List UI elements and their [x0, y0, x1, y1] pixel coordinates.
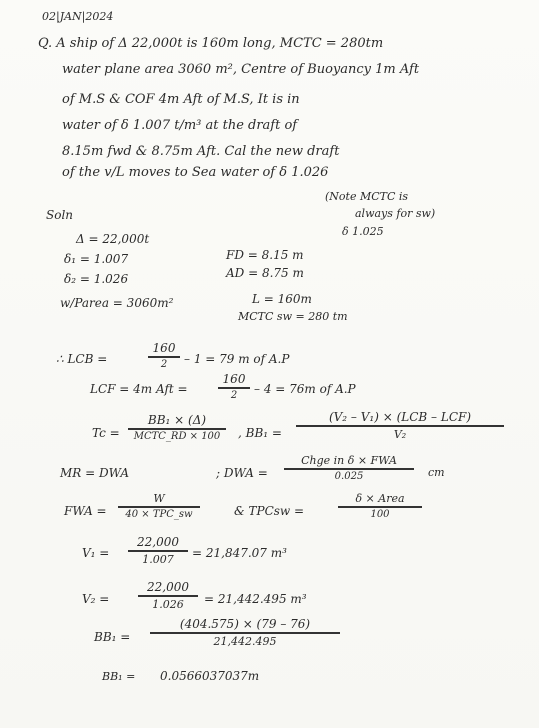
tc-fraction [128, 413, 226, 442]
v1-fraction [128, 535, 188, 566]
bb1-calc-numerator: (404.575) × (79 – 76) [179, 617, 311, 631]
bb1-formula-label: , BB₁ = [238, 426, 282, 440]
bb1-calc-denominator: 21,442.495 [213, 634, 277, 648]
note-density: δ 1.025 [342, 225, 384, 238]
v2-fraction [138, 580, 198, 611]
fraction-bar [296, 425, 504, 427]
tpc-fraction [338, 492, 422, 520]
fraction-bar [148, 356, 180, 358]
fwa-numerator: W [153, 492, 165, 505]
fwa-denominator: 40 × TPC_sw [125, 508, 193, 520]
bb1-calc-label: BB₁ = [94, 630, 131, 644]
question-line-4: water of δ 1.007 t/m³ at the draft of [62, 118, 298, 133]
tpc-denominator: 100 [370, 508, 390, 520]
fraction-bar [150, 632, 340, 634]
bb1-formula-denominator: V₂ [393, 427, 407, 441]
lcf-numerator: 160 [222, 372, 246, 386]
dwa-label: ; DWA = [216, 466, 268, 480]
fraction-bar [284, 468, 414, 470]
mr-equals-dwa: MR = DWA [60, 466, 130, 480]
lcb-fraction [148, 341, 180, 370]
dwa-denominator: 0.025 [334, 470, 364, 482]
lcb-result: – 1 = 79 m of A.P [184, 352, 290, 366]
fraction-bar [118, 506, 200, 508]
given-aft-draft: AD = 8.75 m [226, 266, 304, 280]
solution-heading: Soln [46, 208, 74, 222]
tpc-label: & TPCsw = [234, 504, 305, 518]
note-line-2: always for sw) [355, 207, 436, 220]
given-forward-draft: FD = 8.15 m [226, 248, 304, 262]
fwa-fraction [118, 492, 200, 520]
given-density-2: δ₂ = 1.026 [64, 272, 129, 286]
bb1-calc-fraction [150, 617, 340, 648]
lcf-denominator: 2 [230, 389, 238, 401]
fraction-bar [338, 506, 422, 508]
bb1-result-value: 0.0566037037m [160, 669, 260, 683]
tc-numerator: BB₁ × (Δ) [147, 413, 207, 427]
given-density-1: δ₁ = 1.007 [64, 252, 129, 266]
fraction-bar [138, 595, 198, 597]
tc-label: Tc = [92, 426, 120, 440]
lcb-numerator: 160 [152, 341, 176, 355]
dwa-fraction [284, 454, 414, 482]
lcb-denominator: 2 [160, 358, 168, 370]
fraction-bar [128, 550, 188, 552]
v2-denominator: 1.026 [152, 597, 184, 611]
question-line-5: 8.15m fwd & 8.75m Aft. Cal the new draft [62, 144, 340, 159]
lcf-result: – 4 = 76m of A.P [254, 382, 356, 396]
question-line-1: Q. A ship of Δ 22,000t is 160m long, MCTC = 280tm [38, 36, 384, 51]
given-waterplane-area: w/Parea = 3060m² [60, 296, 174, 310]
v2-label: V₂ = [82, 592, 110, 606]
fwa-label: FWA = [64, 504, 107, 518]
note-line-1: (Note MCTC is [325, 190, 409, 203]
given-length: L = 160m [252, 292, 312, 306]
lcf-label: LCF = 4m Aft = [90, 382, 188, 396]
v1-label: V₁ = [82, 546, 110, 560]
v1-denominator: 1.007 [142, 552, 174, 566]
dwa-unit: cm [428, 466, 445, 479]
fraction-bar [128, 428, 226, 430]
given-displacement: Δ = 22,000t [76, 232, 150, 246]
v1-numerator: 22,000 [137, 535, 179, 549]
lcb-label: ∴ LCB = [56, 352, 108, 366]
question-line-3: of M.S & COF 4m Aft of M.S, It is in [62, 92, 300, 107]
fraction-bar [218, 387, 250, 389]
v2-result: = 21,442.495 m³ [204, 592, 307, 606]
lcf-fraction [218, 372, 250, 401]
tc-denominator: MCTC_RD × 100 [133, 430, 221, 442]
dwa-numerator: Chge in δ × FWA [301, 454, 397, 467]
bb1-formula-numerator: (V₂ – V₁) × (LCB – LCF) [328, 410, 472, 424]
given-mctc: MCTC sw = 280 tm [238, 310, 348, 323]
question-line-6: of the v/L moves to Sea water of δ 1.026 [62, 165, 329, 180]
date: 02|JAN|2024 [42, 10, 114, 23]
bb1-formula-fraction [296, 410, 504, 441]
bb1-result-label: BB₁ = [102, 670, 136, 683]
tpc-numerator: δ × Area [355, 492, 405, 505]
v2-numerator: 22,000 [147, 580, 189, 594]
question-line-2: water plane area 3060 m², Centre of Buoyancy 1m Aft [62, 62, 420, 77]
v1-result: = 21,847.07 m³ [192, 546, 287, 560]
